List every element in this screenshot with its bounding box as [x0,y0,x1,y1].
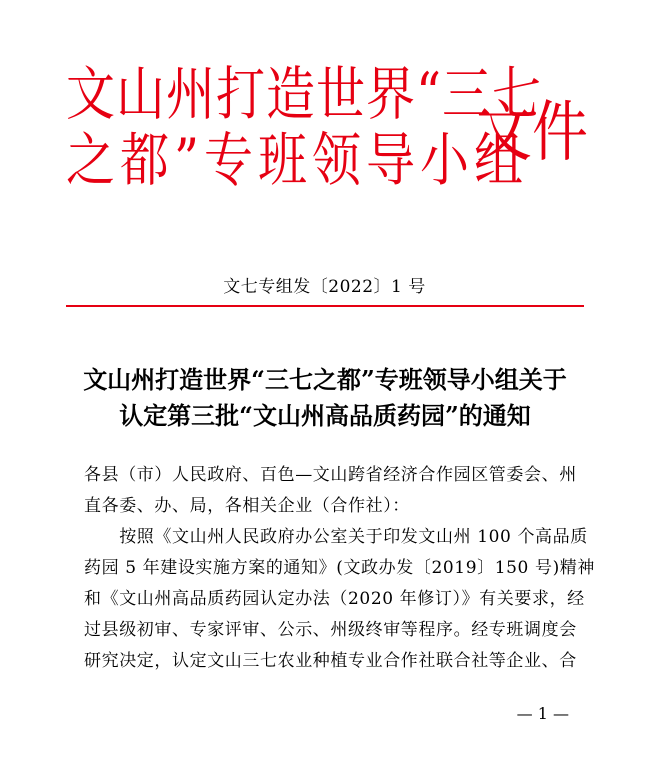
page-number: — 1 — [516,704,569,723]
body-line: 按照《文山州人民政府办公室关于印发文山州 100 个高品质 [84,527,588,547]
header-line-2: 之都”专班领导小组 [66,126,529,195]
body-line: 和《文山州高品质药园认定办法（2020 年修订）》有关要求，经 [84,589,585,609]
document-title-line-2: 认定第三批“文山州高品质药园”的通知 [119,401,531,430]
body-line: 过县级初审、专家评审、公示、州级终审等程序。经专班调度会 [84,620,577,640]
document-title-line-1: 文山州打造世界“三七之都”专班领导小组关于 [83,365,567,394]
red-header [66,62,586,202]
header-suffix: 文件 [476,94,588,172]
red-divider [66,305,584,307]
body-line: 研究决定，认定文山三七农业种植专业合作社联合社等企业、合 [84,651,577,671]
body-line: 各县（市）人民政府、百色—文山跨省经济合作园区管委会、州 [84,465,577,485]
header-line-1: 文山州打造世界“三七 [66,60,543,129]
body-line: 药园 5 年建设实施方案的通知》(文政办发〔2019〕150 号)精神 [84,558,596,578]
document-number: 文七专组发〔2022〕1 号 [223,277,426,297]
body-line: 直各委、办、局，各相关企业（合作社）： [84,496,410,516]
